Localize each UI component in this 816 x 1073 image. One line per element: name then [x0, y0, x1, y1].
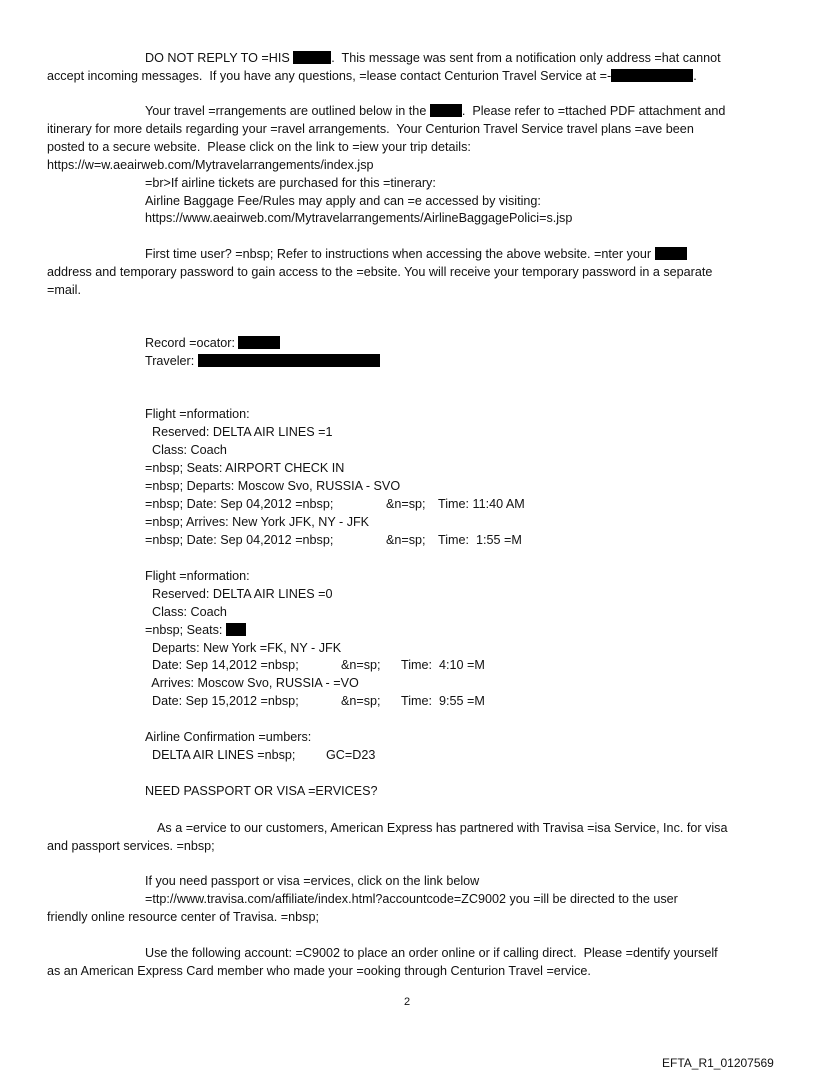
flight-2-depart-sp: &n=sp; — [341, 658, 381, 672]
arrangements-line-1 — [145, 103, 725, 119]
document-id: EFTA_R1_01207569 — [662, 1056, 774, 1070]
confirmation-airline: DELTA AIR LINES =nbsp; — [145, 748, 296, 762]
first-time-line-3: =mail. — [47, 283, 81, 297]
notice-text: DO NOT REPLY TO =HIS — [145, 51, 294, 65]
traveler-label: Traveler: — [145, 354, 198, 368]
flight-2-depart-date: Date: Sep 14,2012 =nbsp; — [145, 658, 299, 672]
flight-2-arrive-sp: &n=sp; — [341, 694, 381, 708]
redaction-box — [198, 354, 380, 367]
redaction-box — [238, 336, 280, 349]
first-time-line-1 — [145, 246, 687, 262]
flight-1-seats: =nbsp; Seats: AIRPORT CHECK IN — [145, 461, 345, 475]
arrangements-text: Your travel =rrangements are outlined below in the — [145, 104, 430, 118]
flight-2-arrive-time: Time: 9:55 =M — [401, 694, 485, 708]
flight-1-depart-date: =nbsp; Date: Sep 04,2012 =nbsp; — [145, 497, 334, 511]
redaction-box — [226, 623, 246, 636]
flight-2-arrives: Arrives: Moscow Svo, RUSSIA - =VO — [145, 676, 359, 690]
flight-1-depart-sp: &n=sp; — [386, 497, 426, 511]
flight-2-departs: Departs: New York =FK, NY - JFK — [145, 641, 342, 655]
notice-text: . — [693, 69, 697, 83]
flight-1-departs: =nbsp; Departs: Moscow Svo, RUSSIA - SVO — [145, 479, 401, 493]
notice-line-2 — [47, 68, 697, 84]
traveler — [145, 353, 380, 369]
redaction-box — [655, 247, 687, 260]
flight-2-seats-label: =nbsp; Seats: — [145, 623, 226, 637]
flight-2-reserved: Reserved: DELTA AIR LINES =0 — [145, 587, 333, 601]
arrangements-line-5: =br>If airline tickets are purchased for this =tinerary: — [145, 176, 436, 190]
flight-1-reserved: Reserved: DELTA AIR LINES =1 — [145, 425, 333, 439]
passport-p1-line-1: As a =ervice to our customers, American Express has partnered with Travisa =isa Service, Inc. for visa — [157, 821, 728, 835]
passport-p3-line-2: as an American Express Card member who made your =ooking through Centurion Travel =ervice. — [47, 964, 591, 978]
flight-1-arrives: =nbsp; Arrives: New York JFK, NY - JFK — [145, 515, 370, 529]
confirmation-code: GC=D23 — [326, 748, 376, 762]
flight-2-heading: Flight =nformation: — [145, 569, 250, 583]
redaction-box — [611, 69, 693, 82]
flight-1-heading: Flight =nformation: — [145, 407, 250, 421]
passport-p3-line-1: Use the following account: =C9002 to place an order online or if calling direct. Please =dentify yourself — [145, 946, 718, 960]
arrangements-line-2: itinerary for more details regarding your =ravel arrangements. Your Centurion Travel Service travel plans =ave been — [47, 122, 694, 136]
travisa-link[interactable]: =ttp://www.travisa.com/affiliate/index.html?accountcode=ZC9002 you =ill be directed to the user — [145, 892, 678, 906]
passport-p2-line-3: friendly online resource center of Travisa. =nbsp; — [47, 910, 319, 924]
flight-1-depart-time: Time: 11:40 AM — [438, 497, 525, 511]
passport-heading: NEED PASSPORT OR VISA =ERVICES? — [145, 784, 378, 798]
flight-2-seats — [145, 622, 246, 638]
notice-line-1 — [145, 50, 721, 66]
itinerary-link[interactable]: https://w=w.aeairweb.com/Mytravelarrangements/index.jsp — [47, 158, 374, 172]
confirmation-heading: Airline Confirmation =umbers: — [145, 730, 312, 744]
redaction-box — [430, 104, 462, 117]
record-locator-label: Record =ocator: — [145, 336, 239, 350]
arrangements-line-6: Airline Baggage Fee/Rules may apply and can =e accessed by visiting: — [145, 194, 541, 208]
notice-text: . This message was sent from a notification only address =hat cannot — [331, 51, 721, 65]
arrangements-line-3: posted to a secure website. Please click on the link to =iew your trip details: — [47, 140, 471, 154]
flight-1-arrive-date: =nbsp; Date: Sep 04,2012 =nbsp; — [145, 533, 334, 547]
record-locator — [145, 335, 280, 351]
page-number: 2 — [404, 996, 411, 1008]
flight-1-arrive-time: Time: 1:55 =M — [438, 533, 522, 547]
notice-text: accept incoming messages. If you have any questions, =lease contact Centurion Travel Service at =- — [47, 69, 612, 83]
flight-2-class: Class: Coach — [145, 605, 227, 619]
flight-2-depart-time: Time: 4:10 =M — [401, 658, 485, 672]
first-time-text: First time user? =nbsp; Refer to instructions when accessing the above website. =nter your — [145, 247, 655, 261]
flight-2-arrive-date: Date: Sep 15,2012 =nbsp; — [145, 694, 299, 708]
baggage-policy-link[interactable]: https://www.aeairweb.com/Mytravelarrangements/AirlineBaggagePolici=s.jsp — [145, 211, 573, 225]
passport-p2-line-1: If you need passport or visa =ervices, click on the link below — [145, 874, 480, 888]
passport-p1-line-2: and passport services. =nbsp; — [47, 839, 215, 853]
arrangements-text: . Please refer to =ttached PDF attachment and — [461, 104, 726, 118]
first-time-line-2: address and temporary password to gain access to the =ebsite. You will receive your temporary password in a separate — [47, 265, 713, 279]
flight-1-class: Class: Coach — [145, 443, 227, 457]
flight-1-arrive-sp: &n=sp; — [386, 533, 426, 547]
redaction-box — [293, 51, 331, 64]
